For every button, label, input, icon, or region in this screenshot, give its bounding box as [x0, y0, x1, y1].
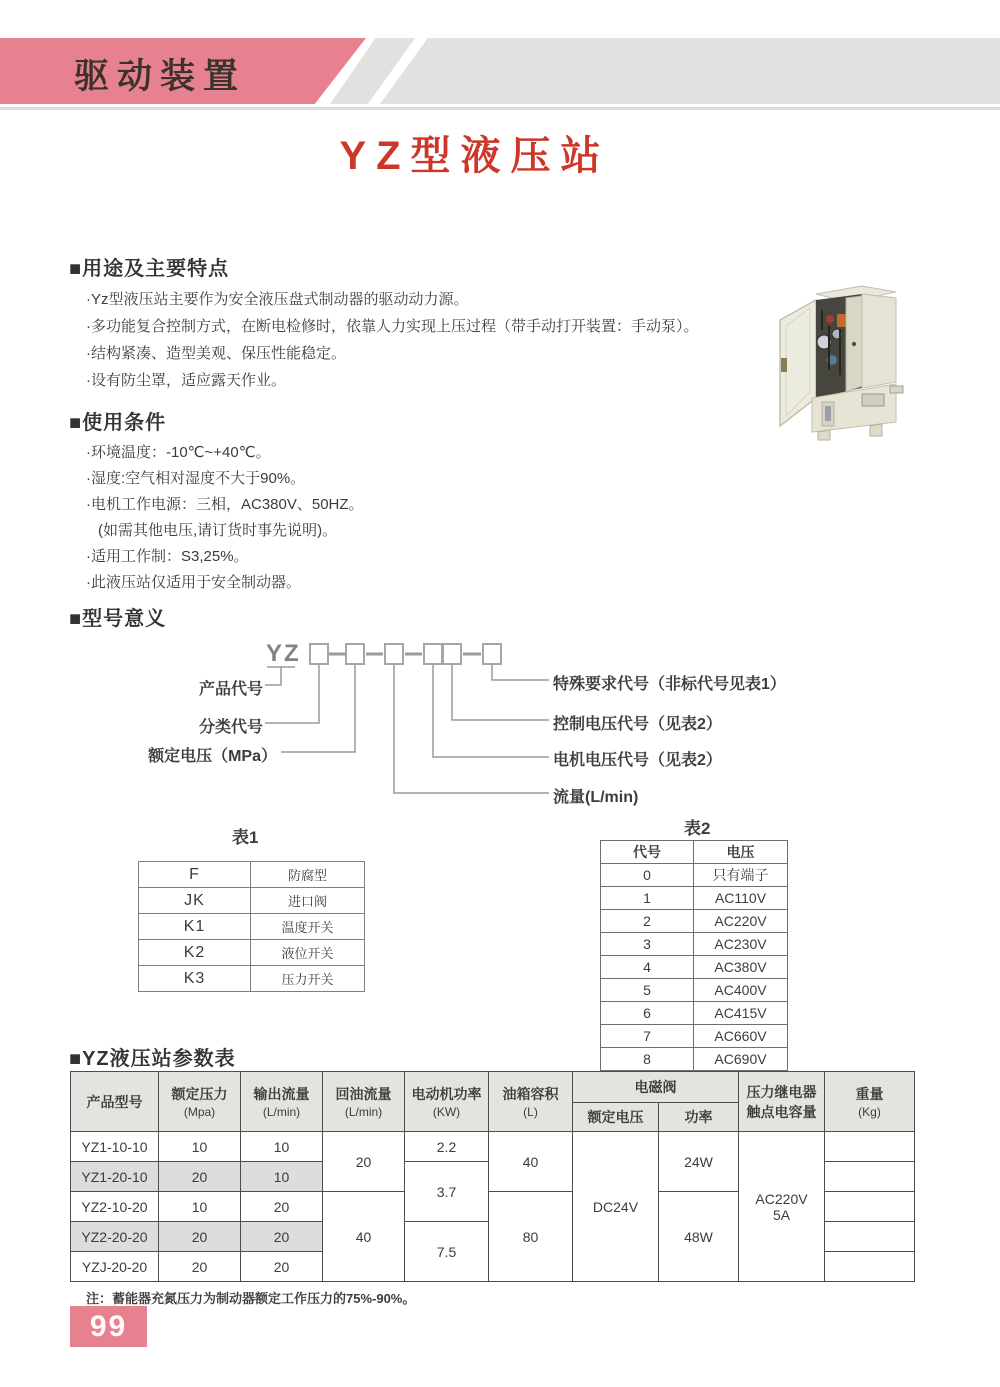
table2-code: 5 — [601, 979, 694, 1002]
col-model: 产品型号 — [71, 1072, 159, 1132]
table1-caption: 表1 — [232, 828, 259, 847]
table1-code: K3 — [139, 966, 251, 992]
table-row — [601, 910, 788, 933]
cell-out-flow: 20 — [241, 1222, 323, 1252]
cell-tank: 40 — [489, 1132, 573, 1192]
table2-header-voltage: 电压 — [694, 841, 788, 864]
table2-caption: 表2 — [684, 819, 711, 838]
table-row — [601, 1048, 788, 1071]
cell-out-flow: 20 — [241, 1252, 323, 1282]
table1-code: JK — [139, 888, 251, 914]
table2-voltage: AC660V — [694, 1025, 788, 1048]
condition-item: (如需其他电压,请订货时事先说明)。 — [98, 522, 338, 539]
conditions-heading: ■使用条件 — [69, 412, 167, 434]
cell-return-flow: 40 — [323, 1192, 405, 1282]
banner-gray-bar — [380, 38, 1000, 104]
cell-weight — [825, 1222, 915, 1252]
col-solenoid-power: 功率 — [659, 1103, 739, 1132]
cell-out-flow: 20 — [241, 1192, 323, 1222]
table2-voltage: 只有端子 — [694, 864, 788, 887]
table2-code: 7 — [601, 1025, 694, 1048]
table2-voltage: AC220V — [694, 910, 788, 933]
feature-item: ·多功能复合控制方式，在断电检修时，依靠人力实现上压过程（带手动打开装置：手动泵）。 — [86, 318, 699, 335]
handle — [890, 386, 903, 393]
col-motor-power: 电动机功率 (KW) — [405, 1072, 489, 1132]
table2-voltage: AC110V — [694, 887, 788, 910]
table-row — [139, 940, 365, 966]
table-row — [601, 864, 788, 887]
table2 — [600, 840, 788, 1071]
table1-desc: 进口阀 — [251, 888, 365, 914]
params-heading: ■YZ液压站参数表 — [69, 1048, 236, 1070]
cell-tank: 80 — [489, 1192, 573, 1282]
label-flow: 流量(L/min) — [553, 789, 639, 806]
table2-voltage: AC400V — [694, 979, 788, 1002]
cell-model: YZ2-10-20 — [71, 1192, 159, 1222]
nameplate — [862, 394, 884, 406]
params-table — [70, 1071, 915, 1282]
table-row — [601, 1002, 788, 1025]
cell-model: YZJ-20-20 — [71, 1252, 159, 1282]
table1-code: K1 — [139, 914, 251, 940]
table2-code: 2 — [601, 910, 694, 933]
table-row — [601, 956, 788, 979]
cell-motor-power: 7.5 — [405, 1222, 489, 1282]
cell-model: YZ1-20-10 — [71, 1162, 159, 1192]
feature-item: ·Yz型液压站主要作为安全液压盘式制动器的驱动动力源。 — [86, 291, 469, 308]
table-row — [601, 841, 788, 864]
cell-solenoid-power: 48W — [659, 1192, 739, 1282]
table1-code: K2 — [139, 940, 251, 966]
condition-item: ·电机工作电源：三相，AC380V、50HZ。 — [86, 496, 364, 513]
table1-desc: 液位开关 — [251, 940, 365, 966]
table2-code: 0 — [601, 864, 694, 887]
table1-desc: 压力开关 — [251, 966, 365, 992]
cell-pressure: 20 — [159, 1252, 241, 1282]
cell-pressure: 10 — [159, 1192, 241, 1222]
col-pressure: 额定压力 (Mpa) — [159, 1072, 241, 1132]
cell-weight — [825, 1192, 915, 1222]
condition-item: ·此液压站仅适用于安全制动器。 — [86, 574, 301, 591]
cell-weight — [825, 1252, 915, 1282]
table1-desc: 防腐型 — [251, 862, 365, 888]
feature-item: ·设有防尘罩，适应露天作业。 — [86, 372, 286, 389]
table1-desc: 温度开关 — [251, 914, 365, 940]
table2-code: 3 — [601, 933, 694, 956]
model-prefix: YZ — [266, 640, 301, 667]
cell-pressure: 20 — [159, 1222, 241, 1252]
label-control-voltage: 控制电压代号（见表2） — [553, 716, 722, 733]
condition-item: ·湿度:空气相对湿度不大于90%。 — [86, 470, 306, 487]
table2-voltage: AC380V — [694, 956, 788, 979]
page-number: 99 — [89, 1310, 128, 1343]
table2-voltage: AC230V — [694, 933, 788, 956]
cell-weight — [825, 1132, 915, 1162]
table2-header-code: 代号 — [601, 841, 694, 864]
cell-pressure: 20 — [159, 1162, 241, 1192]
table2-code: 6 — [601, 1002, 694, 1025]
cell-weight — [825, 1162, 915, 1192]
table-row — [601, 887, 788, 910]
table1-code: F — [139, 862, 251, 888]
model-heading: ■型号意义 — [69, 608, 167, 630]
table-row — [601, 933, 788, 956]
col-return-flow: 回油流量 (L/min) — [323, 1072, 405, 1132]
product-photo-image — [766, 280, 908, 444]
table-row — [601, 1025, 788, 1048]
condition-item: ·适用工作制：S3,25%。 — [86, 548, 249, 565]
table-row — [601, 979, 788, 1002]
door-hinge — [781, 358, 787, 372]
col-solenoid-voltage: 额定电压 — [573, 1103, 659, 1132]
table1 — [138, 861, 365, 992]
cell-return-flow: 20 — [323, 1132, 405, 1192]
features-heading: ■用途及主要特点 — [69, 258, 230, 280]
table-row — [139, 862, 365, 888]
table-row — [139, 888, 365, 914]
cell-solenoid-power: 24W — [659, 1132, 739, 1192]
table2-code: 1 — [601, 887, 694, 910]
page-title: YZ型液压站 — [339, 134, 611, 178]
banner-divider — [0, 107, 1000, 110]
label-product-code: 产品代号 — [198, 681, 263, 698]
cell-pressure: 10 — [159, 1132, 241, 1162]
cell-model: YZ1-10-10 — [71, 1132, 159, 1162]
table2-code: 8 — [601, 1048, 694, 1071]
cell-motor-power: 2.2 — [405, 1132, 489, 1162]
params-header-row — [71, 1072, 915, 1103]
label-class-code: 分类代号 — [198, 719, 263, 736]
col-weight: 重量 (Kg) — [825, 1072, 915, 1132]
diagram-leader-lines — [265, 665, 549, 793]
table-row — [139, 914, 365, 940]
table-row — [71, 1132, 915, 1162]
conditions-list — [86, 440, 786, 596]
label-rated-pressure: 额定电压（MPa） — [148, 748, 277, 765]
banner-title: 驱动装置 — [74, 57, 247, 96]
label-special-code: 特殊要求代号（非标代号见表1） — [553, 676, 786, 693]
page-number-badge — [70, 1306, 147, 1347]
cell-solenoid-voltage: DC24V — [573, 1132, 659, 1282]
cell-model: YZ2-20-20 — [71, 1222, 159, 1252]
footnote: 注：蓄能器充氮压力为制动器额定工作压力的75%-90%。 — [86, 1291, 416, 1306]
table-row — [139, 966, 365, 992]
cabinet-side — [862, 294, 896, 388]
table2-code: 4 — [601, 956, 694, 979]
col-relay: 压力继电器 触点电容量 — [739, 1072, 825, 1132]
condition-item: ·环境温度：-10℃~+40℃。 — [86, 444, 271, 461]
feature-item: ·结构紧凑、造型美观、保压性能稳定。 — [86, 345, 346, 362]
cell-relay: AC220V 5A — [739, 1132, 825, 1282]
col-out-flow: 输出流量 (L/min) — [241, 1072, 323, 1132]
col-tank: 油箱容积 (L) — [489, 1072, 573, 1132]
cell-motor-power: 3.7 — [405, 1162, 489, 1222]
cell-out-flow: 10 — [241, 1162, 323, 1192]
table2-voltage: AC415V — [694, 1002, 788, 1025]
label-motor-voltage: 电机电压代号（见表2） — [553, 752, 722, 769]
col-solenoid-group: 电磁阀 — [573, 1072, 739, 1103]
table2-voltage: AC690V — [694, 1048, 788, 1071]
cell-out-flow: 10 — [241, 1132, 323, 1162]
